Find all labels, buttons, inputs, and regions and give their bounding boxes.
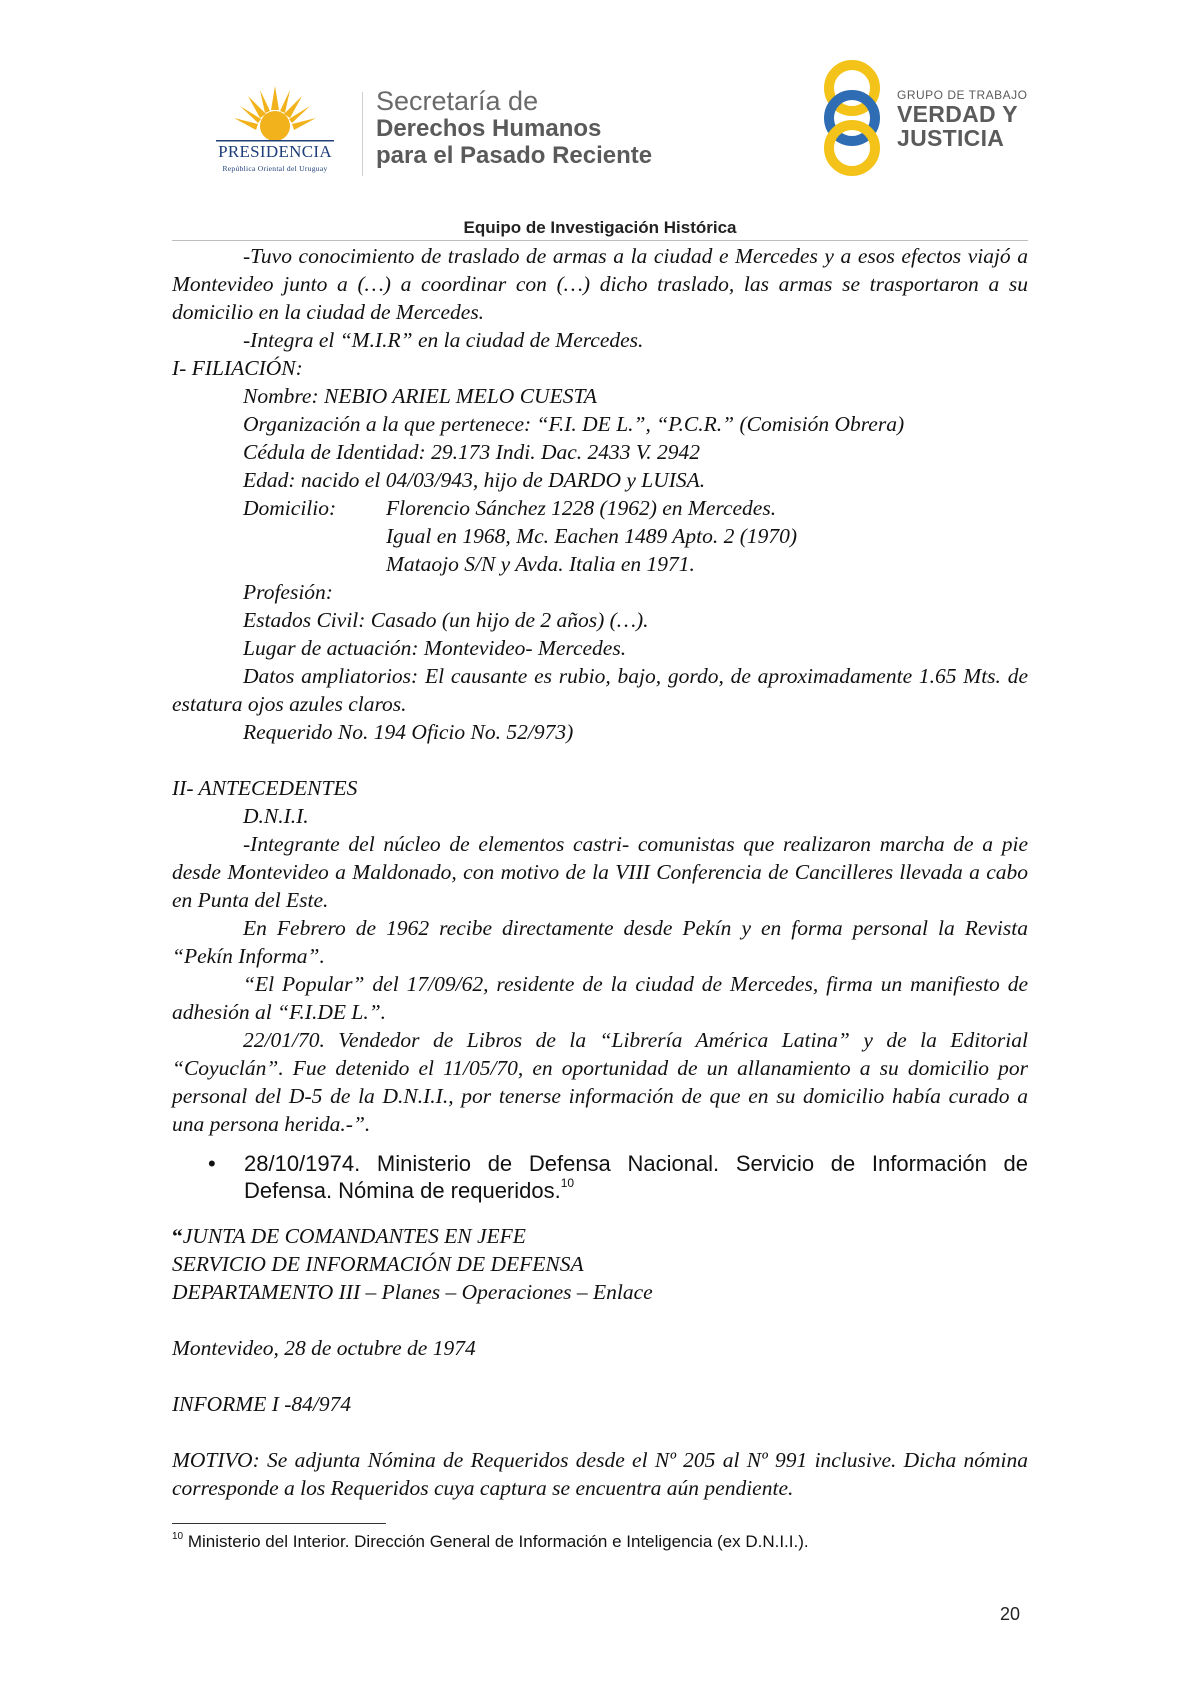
domicilio-label: Domicilio: — [243, 496, 337, 520]
secretaria-line-1: Secretaría de — [376, 86, 539, 116]
antecedente-1: -Integrante del núcleo de elementos castri- comunistas que realizaron marcha de a pie desde Montevideo a Maldonado, con motivo de la VIII Conferencia de Cancilleres llevada a cabo en Punta del Este. — [172, 832, 1028, 912]
section-heading-antecedentes: II- ANTECEDENTES — [172, 776, 358, 800]
gtvj-verdad-text: VERDAD Y — [897, 101, 1018, 127]
gtvj-small-text: GRUPO DE TRABAJO — [897, 88, 1028, 102]
footnote — [172, 1532, 809, 1552]
secretaria-logotype — [376, 88, 652, 169]
quoted-fecha: Montevideo, 28 de octubre de 1974 — [172, 1336, 476, 1360]
paragraph-integra-mir: -Integra el “M.I.R” en la ciudad de Mercedes. — [243, 328, 644, 352]
bullet-item — [208, 1150, 1028, 1204]
field-profesion: Profesión: — [243, 580, 333, 604]
team-heading: Equipo de Investigación Histórica — [463, 218, 737, 237]
quoted-line-2: SERVICIO DE INFORMACIÓN DE DEFENSA — [172, 1252, 584, 1276]
field-organizacion: Organización a la que pertenece: “F.I. DE L.”, “P.C.R.” (Comisión Obrera) — [243, 412, 905, 436]
field-cedula: Cédula de Identidad: 29.173 Indi. Dac. 2433 V. 2942 — [243, 440, 701, 464]
field-nombre: Nombre: NEBIO ARIEL MELO CUESTA — [243, 384, 597, 408]
secretaria-line-2: Derechos Humanos — [376, 115, 602, 142]
page-number: 20 — [1000, 1604, 1021, 1624]
header-rule — [172, 240, 1028, 241]
field-datos-ampliatorios: Datos ampliatorios: El causante es rubio, bajo, gordo, de aproximadamente 1.65 Mts. de estatura ojos azules claros. — [172, 664, 1028, 716]
field-edad: Edad: nacido el 04/03/943, hijo de DARDO y LUISA. — [243, 468, 706, 492]
paragraph-traslado-armas: -Tuvo conocimiento de traslado de armas a la ciudad e Mercedes y a esos efectos viajó a Montevideo junto a (…) a coordinar con (…) dicho traslado, las armas se trasportaron a su domicilio en la ciudad de Mercedes. — [172, 244, 1028, 324]
quoted-document — [172, 1222, 1028, 1502]
presidencia-title: PRESIDENCIA — [218, 142, 332, 161]
quoted-informe: INFORME I -84/974 — [172, 1392, 352, 1416]
antecedente-3: “El Popular” del 17/09/62, residente de la ciudad de Mercedes, firma un manifiesto de adhesión al “F.I.DE L.”. — [172, 972, 1028, 1024]
quoted-line-1: “JUNTA DE COMANDANTES EN JEFE — [172, 1224, 526, 1248]
antecedente-2: En Febrero de 1962 recibe directamente desde Pekín y en forma personal la Revista “Pekín Informa”. — [172, 916, 1028, 968]
domicilio-line-3: Mataojo S/N y Avda. Italia en 1971. — [386, 552, 695, 576]
quoted-line-3: DEPARTAMENTO III – Planes – Operaciones – Enlace — [172, 1280, 653, 1304]
antecedente-4: 22/01/70. Vendedor de Libros de la “Librería América Latina” y de la Editorial “Coyuclán”. Fue detenido el 11/05/70, en oportunidad de un allanamiento a su domicilio por personal del D-5 de la D.N.I.I., por tenerse información de que en su domicilio había curado a una persona herida.-”. — [172, 1028, 1028, 1136]
field-domicilio-cont — [172, 522, 1028, 550]
footnote-ref[interactable]: 10 — [560, 1176, 575, 1190]
subheading-dnii: D.N.I.I. — [243, 804, 309, 828]
quoted-motivo: MOTIVO: Se adjunta Nómina de Requeridos desde el Nº 205 al Nº 991 inclusive. Dicha nómina corresponde a los Requeridos cuya captura se encuentra aún pendiente. — [172, 1448, 1028, 1500]
bullet-symbol: • — [208, 1151, 216, 1176]
section-heading-filiacion: I- FILIACIÓN: — [172, 356, 303, 380]
field-estado-civil: Estados Civil: Casado (un hijo de 2 años) (…). — [243, 608, 649, 632]
secretaria-line-3: para el Pasado Reciente — [376, 142, 653, 169]
bullet-text: 28/10/1974. Ministerio de Defensa Nacional. Servicio de Información de Defensa. Nómina de requeridos.$^{10}$ — [244, 1151, 1028, 1203]
document-body — [172, 242, 1028, 1138]
field-requerido: Requerido No. 194 Oficio No. 52/973) — [243, 720, 574, 744]
field-domicilio-cont — [172, 550, 1028, 578]
header-divider — [362, 92, 363, 176]
presidencia-subtitle: República Oriental del Uruguay — [222, 164, 328, 173]
domicilio-line-1: Florencio Sánchez 1228 (1962) en Mercedes. — [386, 496, 777, 520]
footnote-rule — [172, 1523, 386, 1524]
footnote-text: Ministerio del Interior. Dirección General de Información e Inteligencia (ex D.N.I.I.). — [183, 1532, 809, 1551]
gtvj-justicia-text: JUSTICIA — [897, 125, 1005, 151]
footnote-number: 10 — [172, 1531, 184, 1542]
field-lugar: Lugar de actuación: Montevideo- Mercedes. — [243, 636, 627, 660]
gtvj-logotype — [897, 88, 1027, 150]
domicilio-line-2: Igual en 1968, Mc. Eachen 1489 Apto. 2 (1970) — [386, 524, 798, 548]
field-domicilio — [172, 494, 1028, 522]
open-quote: “ — [172, 1224, 183, 1248]
